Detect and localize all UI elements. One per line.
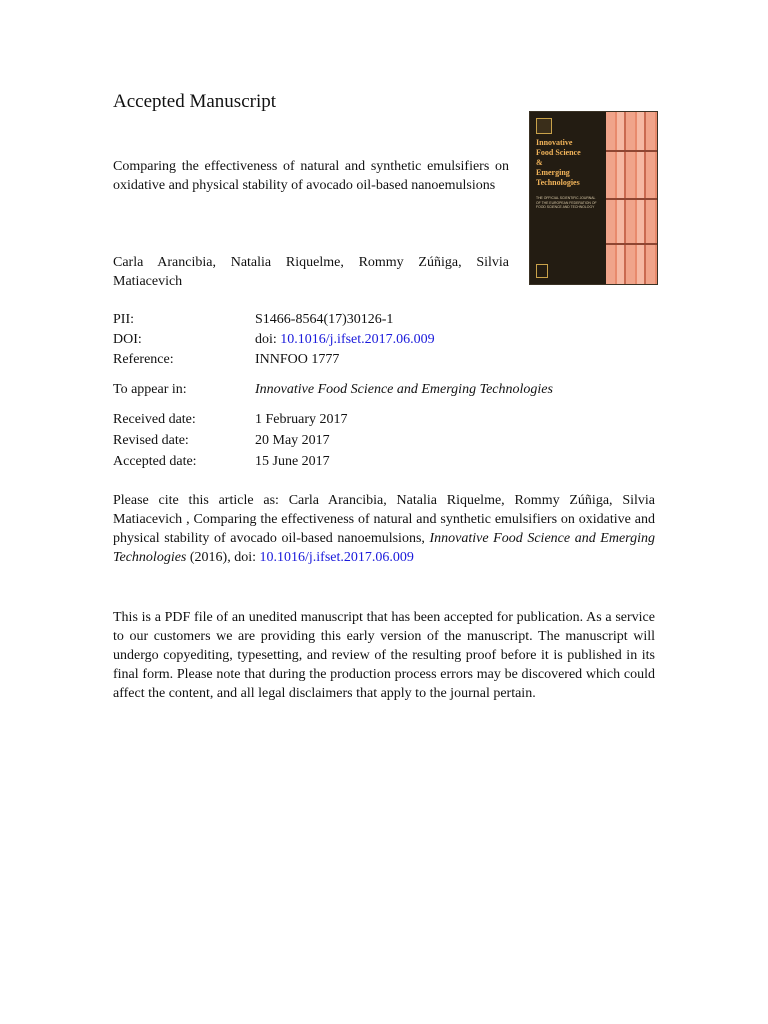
citation-doi-link[interactable]: 10.1016/j.ifset.2017.06.009 — [259, 550, 414, 565]
publisher-logo-icon — [536, 118, 552, 134]
citation-journal: Innovative Food Science and Emerging Technologies — [113, 531, 655, 565]
reference-label: Reference: — [113, 352, 174, 367]
received-value: 1 February 2017 — [255, 412, 348, 427]
cover-stripe-panel — [606, 112, 657, 284]
doi-value-wrapper — [255, 330, 435, 350]
citation-text-after: (2016), doi: — [186, 550, 260, 565]
revised-label: Revised date: — [113, 433, 189, 448]
doi-link[interactable]: 10.1016/j.ifset.2017.06.009 — [280, 332, 435, 347]
page-heading: Accepted Manuscript — [113, 91, 277, 112]
received-label: Received date: — [113, 412, 196, 427]
article-title: Comparing the effectiveness of natural and synthetic emulsifiers on oxidative and physical stability of avocado oil-based nanoemulsions — [113, 159, 509, 193]
citation-text: Please cite this article as: Carla Arancibia, Natalia Riquelme, Rommy Zúñiga, Silvia Matiacevich , Comparing the effectiveness of natural and synthetic emulsifiers on oxidative and physical stability of avocado oil-based nanoemulsions, — [113, 493, 655, 546]
pii-value: S1466-8564(17)30126-1 — [255, 312, 394, 327]
revised-value: 20 May 2017 — [255, 433, 330, 448]
appear-label: To appear in: — [113, 382, 187, 397]
doi-prefix: doi: — [255, 332, 277, 347]
cover-journal-title: Innovative Food Science & Emerging Technologies — [536, 138, 581, 187]
doi-label: DOI: — [113, 332, 142, 347]
appear-value: Innovative Food Science and Emerging Technologies — [255, 382, 553, 397]
reference-value: INNFOO 1777 — [255, 352, 340, 367]
accepted-label: Accepted date: — [113, 454, 197, 469]
article-authors: Carla Arancibia, Natalia Riquelme, Rommy Zúñiga, Silvia Matiacevich — [113, 255, 509, 289]
cover-subtitle: THE OFFICIAL SCIENTIFIC JOURNAL OF THE EUROPEAN FEDERATION OF FOOD SCIENCE AND TECHNOLOGY — [536, 196, 597, 209]
disclaimer-paragraph: This is a PDF file of an unedited manuscript that has been accepted for publication. As a service to our customers we are providing this early version of the manuscript. The manuscript will undergo copyediting, typesetting, and review of the resulting proof before it is published in its final form. Please note that during the production process errors may be discovered which could affect the content, and all legal disclaimers that apply to the journal pertain. — [113, 610, 655, 701]
journal-cover-image — [529, 111, 658, 285]
pii-label: PII: — [113, 312, 134, 327]
cover-badge-icon — [536, 264, 548, 278]
citation-paragraph — [113, 491, 655, 567]
accepted-value: 15 June 2017 — [255, 454, 330, 469]
